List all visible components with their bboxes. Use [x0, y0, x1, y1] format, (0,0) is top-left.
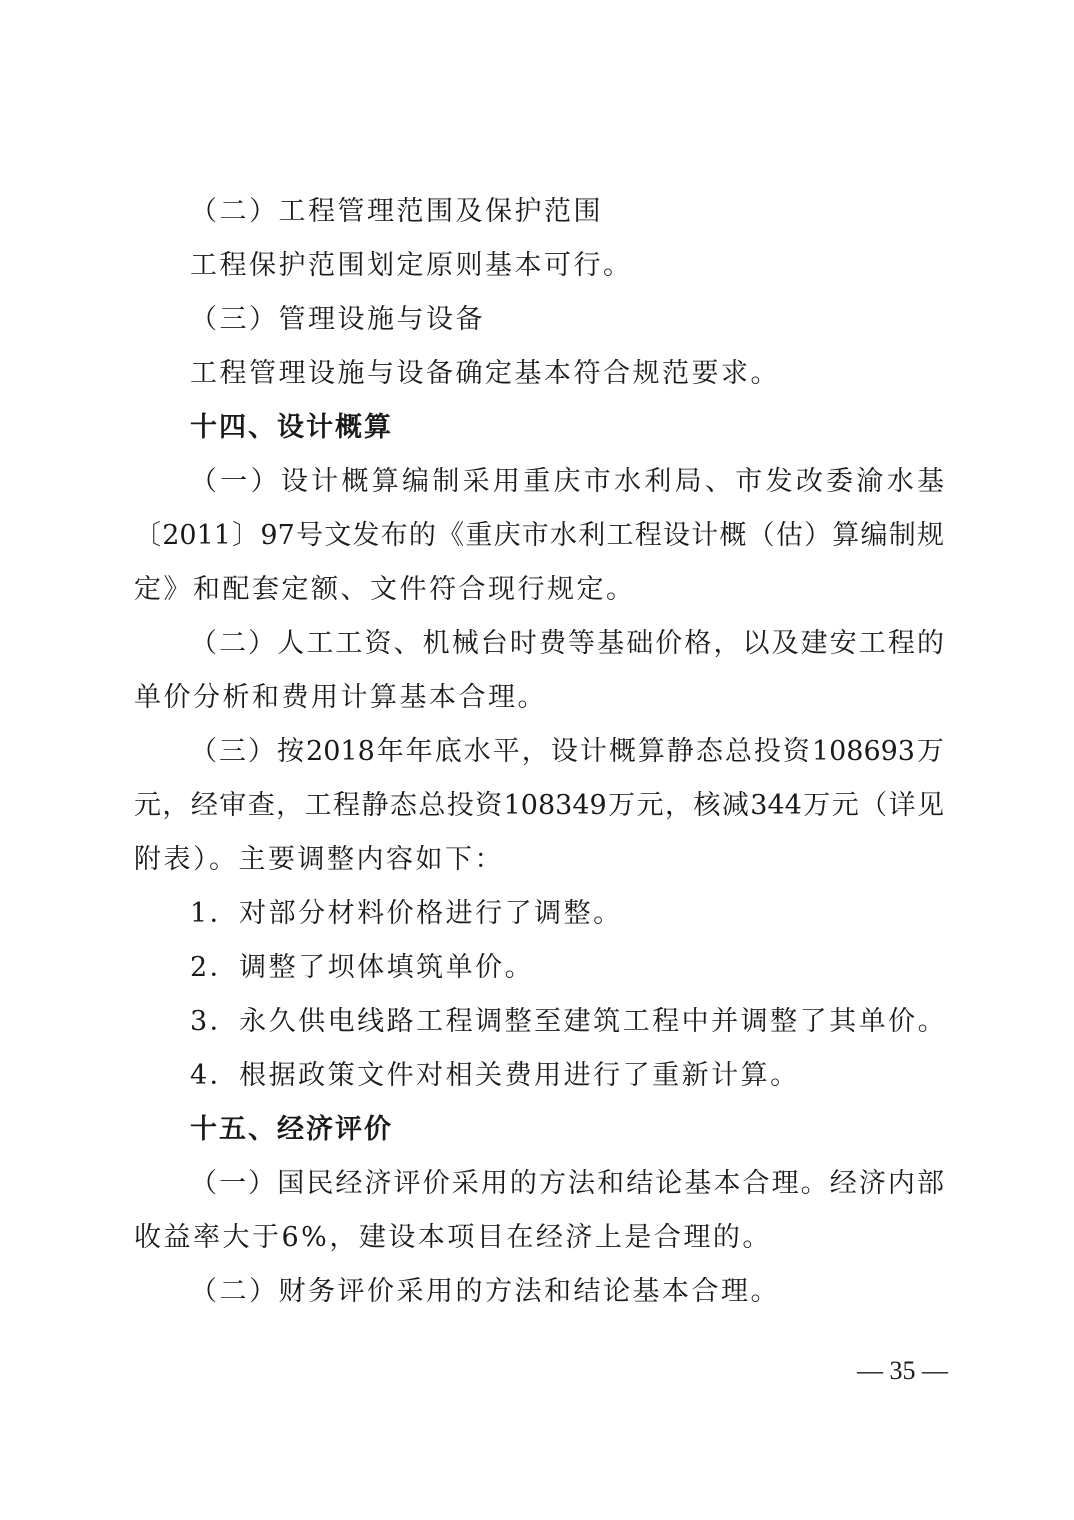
- list-item: 1．对部分材料价格进行了调整。: [190, 898, 623, 929]
- paragraph-line: （二）财务评价采用的方法和结论基本合理。: [190, 1276, 780, 1307]
- paragraph-line: （一）国民经济评价采用的方法和结论基本合理。经济内部: [190, 1168, 944, 1199]
- list-item: 4．根据政策文件对相关费用进行了重新计算。: [190, 1060, 800, 1091]
- list-item: 2．调整了坝体填筑单价。: [190, 952, 535, 983]
- paragraph-line: （一）设计概算编制采用重庆市水利局、市发改委渝水基: [190, 466, 944, 497]
- paragraph-line: 工程管理设施与设备确定基本符合规范要求。: [190, 358, 780, 389]
- paragraph-line: （二）人工工资、机械台时费等基础价格，以及建安工程的: [190, 628, 944, 659]
- paragraph-line: 单价分析和费用计算基本合理。: [134, 682, 547, 713]
- paragraph-line: 〔2011〕97号文发布的《重庆市水利工程设计概（估）算编制规: [134, 520, 944, 551]
- paragraph-line: （三）按2018年年底水平，设计概算静态总投资108693万: [190, 736, 944, 767]
- paragraph-line: 元，经审查，工程静态总投资108349万元，核减344万元（详见: [134, 790, 944, 821]
- section-heading: 十四、设计概算: [190, 412, 393, 443]
- paragraph-line: 附表）。主要调整内容如下：: [134, 844, 504, 875]
- section-heading: 十五、经济评价: [190, 1114, 393, 1145]
- subsection-heading: （三）管理设施与设备: [190, 304, 485, 335]
- paragraph-line: 定》和配套定额、文件符合现行规定。: [134, 574, 636, 605]
- page-number: — 35 —: [857, 1356, 948, 1385]
- paragraph-line: 收益率大于6%，建设本项目在经济上是合理的。: [134, 1222, 772, 1253]
- list-item: 3．永久供电线路工程调整至建筑工程中并调整了其单价。: [190, 1006, 948, 1037]
- paragraph-line: 工程保护范围划定原则基本可行。: [190, 250, 633, 281]
- subsection-heading: （二）工程管理范围及保护范围: [190, 196, 603, 227]
